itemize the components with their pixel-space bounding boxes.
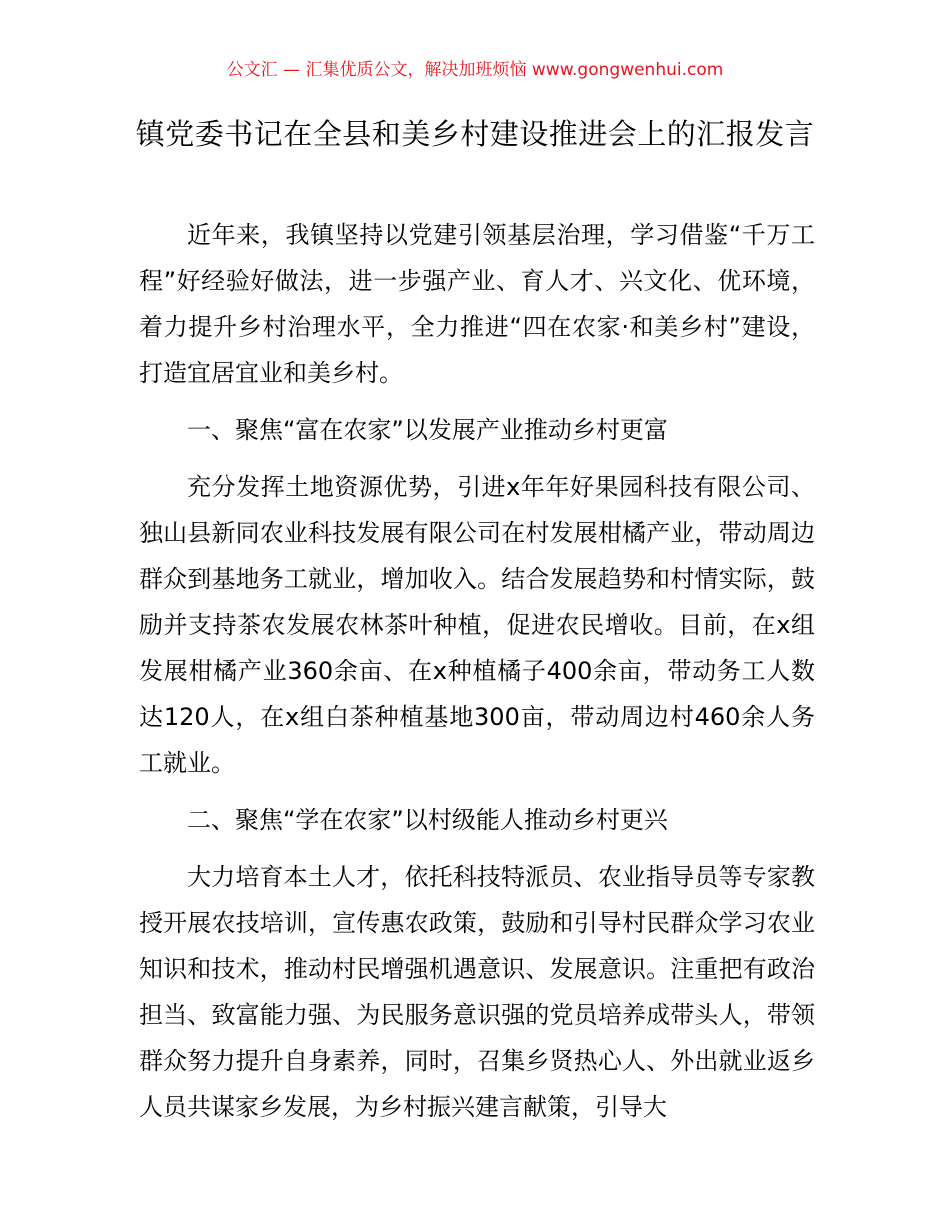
document-title: 镇党委书记在全县和美乡村建设推进会上的汇报发言 — [135, 117, 815, 151]
section-paragraph-2: 大力培育本土人才，依托科技特派员、农业指导员等专家教授开展农技培训，宣传惠农政策，鼓励和引导村民群众学习农业知识和技术，推动村民增强机遇意识、发展意识。注重把有政治担当、致富能力强、为民服务意识强的党员培养成带头人，带领群众努力提升自身素养，同时，召集乡贤热心人、外出就业返乡人员共谋家乡发展，为乡村振兴建言献策，引导大 — [139, 863, 815, 1121]
intro-paragraph: 近年来，我镇坚持以党建引领基层治理，学习借鉴“千万工程”好经验好做法，进一步强产业、育人才、兴文化、优环境，着力提升乡村治理水平，全力推进“四在农家·和美乡村”建设，打造宜居宜业和美乡村。 — [139, 221, 815, 387]
document-body — [139, 212, 815, 1141]
section-paragraph-1: 充分发挥土地资源优势，引进x年年好果园科技有限公司、独山县新同农业科技发展有限公司在村发展柑橘产业，带动周边群众到基地务工就业，增加收入。结合发展趋势和村情实际，鼓励并支持茶农发展农林茶叶种植，促进农民增收。目前，在x组发展柑橘产业360余亩、在x种植橘子400余亩，带动务工人数达120人，在x组白茶种植基地300亩，带动周边村460余人务工就业。 — [139, 473, 815, 777]
section-heading-2: 二、聚焦“学在农家”以村级能人推动乡村更兴 — [187, 806, 668, 834]
section-heading-1: 一、聚焦“富在农家”以发展产业推动乡村更富 — [187, 416, 668, 444]
site-header-banner: 公文汇 — 汇集优质公文，解决加班烦恼 www.gongwenhui.com — [226, 60, 724, 80]
